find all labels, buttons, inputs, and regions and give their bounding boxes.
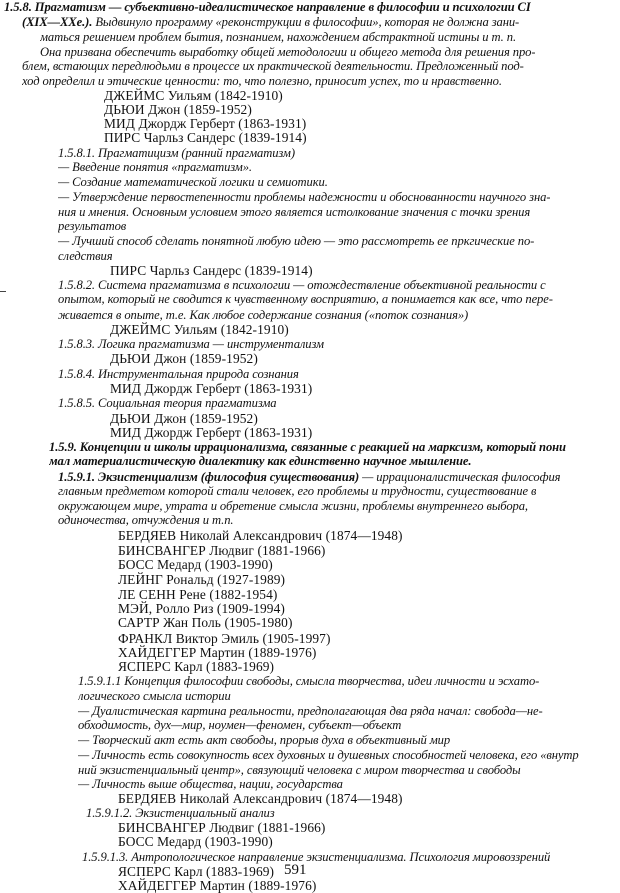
text-line (58, 278, 546, 293)
text-line (78, 718, 401, 733)
person-entry (118, 557, 273, 572)
text-line (58, 234, 534, 249)
person-entry (110, 411, 258, 426)
text-segment: одиночества, отчуждения и т.п. (58, 513, 234, 527)
person-name: ХАЙДЕГГЕР Мартин (1889-1976) (118, 878, 317, 893)
text-segment: — Создание математической логики и семиотики. (58, 175, 328, 189)
text-segment: маться решением проблем бытия, познанием, нахождением абстрактной истины и т. п. (40, 30, 517, 44)
text-line (58, 249, 112, 264)
text-line (78, 689, 231, 704)
page-number: 591 (284, 862, 307, 878)
text-segment: 1.5.8.4. Инструментальная природа сознания (58, 367, 299, 381)
text-segment: — Личность есть совокупность всех духовных и душевных способностей человека, его «внутр (78, 748, 579, 762)
text-line (58, 190, 550, 205)
person-entry (118, 820, 326, 835)
person-name: МЭЙ, Ролло Риз (1909-1994) (118, 601, 285, 616)
text-segment: результатов (58, 219, 127, 233)
person-name: ХАЙДЕГГЕР Мартин (1889-1976) (118, 645, 317, 660)
text-segment: ния и мнения. Основным условием этого является истолкование значения с точки зрения (58, 205, 531, 219)
person-entry (118, 631, 331, 646)
text-line (86, 806, 275, 821)
person-name: ЯСПЕРС Карл (1883-1969) (118, 659, 275, 674)
text-segment: Выдвинуло программу «реконструкции в философии», которая не должна зани- (92, 15, 520, 29)
person-entry (118, 528, 403, 543)
text-segment: 1.5.9. Концепции и школы иррационализма, связанные с реакцией на марксизм, который пони (49, 440, 566, 454)
text-line (58, 146, 295, 161)
text-line (58, 337, 324, 352)
person-name: ДЬЮИ Джон (1859-1952) (110, 411, 258, 426)
person-entry (118, 864, 274, 879)
text-segment: обходимость, дух—мир, ноумен—феномен, субъект—объект (78, 718, 402, 732)
text-segment: 1.5.9.1.2. Экзистенциальный анализ (86, 806, 275, 820)
person-entry (104, 116, 306, 131)
text-line (58, 470, 560, 485)
person-entry (118, 572, 285, 587)
person-name: САРТР Жан Поль (1905-1980) (118, 615, 293, 630)
text-segment: 1.5.9.1.1 Концепция философии свободы, смысла творчества, идеи личности и эсхато- (78, 674, 540, 688)
person-entry (110, 322, 289, 337)
text-segment: — Введение понятия «прагматизм». (58, 160, 252, 174)
text-line (22, 15, 519, 30)
person-name: МИД Джордж Герберт (1863-1931) (110, 425, 313, 440)
text-segment: 1.5.8.5. Социальная теория прагматизма (58, 396, 277, 410)
person-name: БОСС Медард (1903-1990) (118, 834, 273, 849)
text-segment: — Творческий акт есть акт свободы, прорыв духа в объективный мир (78, 733, 451, 747)
text-line (58, 219, 126, 234)
person-name: ДЖЕЙМС Уильям (1842-1910) (110, 322, 289, 337)
text-segment: логического смысла истории (78, 689, 231, 703)
text-line (58, 160, 252, 175)
text-line (58, 499, 528, 514)
text-segment: — Дуалистическая картина реальности, предполагающая два ряда начал: свобода—не- (78, 704, 543, 718)
person-entry (110, 381, 312, 396)
person-name: МИД Джордж Герберт (1863-1931) (104, 116, 307, 131)
text-segment: 1.5.9.1. Экзистенциализм (философия существования) (58, 470, 360, 484)
person-name: БИНСВАНГЕР Людвиг (1881-1966) (118, 543, 326, 558)
text-segment: главным предметом которой стали человек, его проблемы и трудности, существование в (58, 484, 537, 498)
person-entry (118, 791, 403, 806)
text-line (82, 850, 550, 865)
text-line (58, 396, 276, 411)
text-segment: живается в опыте, т.е. Как любое содержание сознания («поток сознания») (58, 308, 469, 322)
text-line (49, 454, 471, 469)
person-entry (104, 130, 307, 145)
text-segment: следствия (58, 249, 113, 263)
person-entry (118, 645, 316, 660)
person-name: ПИРС Чарльз Сандерс (1839-1914) (104, 130, 307, 145)
text-segment: Она призвана обеспечить выработку общей методологии и общего метода для решения про- (40, 45, 536, 59)
person-entry (104, 88, 283, 103)
person-name: ЯСПЕРС Карл (1883-1969) (118, 864, 275, 879)
text-segment: — иррационалистическая философия (359, 470, 561, 484)
text-line (78, 733, 450, 748)
text-line (40, 30, 516, 45)
person-entry (118, 659, 274, 674)
person-entry (118, 615, 293, 630)
margin-mark (0, 291, 6, 292)
text-segment: 1.5.9.1.3. Антропологическое направление экзистенциализма. Психология мировоззрений (82, 850, 551, 864)
person-entry (110, 425, 312, 440)
person-entry (110, 351, 258, 366)
text-segment: 1.5.8. Прагматизм — субъективно-идеалистическое направление в философии и психологии СI (4, 0, 531, 14)
person-name: ЛЕ СЕНН Рене (1882-1954) (118, 587, 278, 602)
person-name: БИНСВАНГЕР Людвиг (1881-1966) (118, 820, 326, 835)
text-line (58, 513, 233, 528)
person-name: ДЬЮИ Джон (1859-1952) (104, 102, 252, 117)
text-segment: 1.5.8.2. Система прагматизма в психологии — отождествление объективной реальности с (58, 278, 546, 292)
text-line (49, 440, 566, 455)
text-line (78, 704, 543, 719)
person-entry (118, 834, 273, 849)
text-segment: мал материалистическую диалектику как единственно научное мышление. (49, 454, 472, 468)
person-name: МИД Джордж Герберт (1863-1931) (110, 381, 313, 396)
text-line (78, 748, 579, 763)
person-name: ФРАНКЛ Виктор Эмиль (1905-1997) (118, 631, 331, 646)
text-line (78, 777, 343, 792)
person-entry (118, 587, 277, 602)
text-segment: блем, встающих передлюдьми в процессе их практической деятельности. Предложенный под- (22, 59, 524, 73)
text-line (58, 484, 536, 499)
person-entry (118, 543, 326, 558)
text-segment: ход определил и этические ценности: то, что полезно, приносит успех, то и нравственно. (22, 74, 502, 88)
text-line (22, 74, 502, 89)
person-entry (110, 263, 313, 278)
text-line (40, 45, 535, 60)
person-name: ДЖЕЙМС Уильям (1842-1910) (104, 88, 283, 103)
text-segment: 1.5.8.3. Логика прагматизма — инструментализм (58, 337, 324, 351)
text-line (58, 292, 553, 307)
person-entry (118, 601, 285, 616)
person-name: ЛЕЙНГ Рональд (1927-1989) (118, 572, 286, 587)
text-line (78, 763, 521, 778)
text-line (4, 0, 531, 15)
person-name: БОСС Медард (1903-1990) (118, 557, 273, 572)
text-segment: опытом, который не сводится к чувственному восприятию, а понимается как все, что пере- (58, 292, 553, 306)
text-line (78, 674, 539, 689)
text-segment: ний экзистенциальный центр», связующий человека с миром творчества и свободы (78, 763, 521, 777)
text-line (22, 59, 524, 74)
text-line (58, 367, 299, 382)
text-line (58, 175, 328, 190)
text-line (58, 308, 468, 323)
text-segment: окружающем мире, утрата и обретение смысла жизни, проблемы внутреннего выбора, (58, 499, 528, 513)
person-name: БЕРДЯЕВ Николай Александрович (1874—1948) (118, 528, 403, 543)
text-segment: — Утверждение первостепенности проблемы надежности и обоснованности научного зна- (58, 190, 551, 204)
text-segment: (XIX—XXе.). (22, 15, 93, 29)
text-line (58, 205, 530, 220)
text-segment: — Лучший способ сделать понятной любую идею — это рассмотреть ее пркгические по- (58, 234, 535, 248)
person-name: ДЬЮИ Джон (1859-1952) (110, 351, 258, 366)
person-name: ПИРС Чарльз Сандерс (1839-1914) (110, 263, 313, 278)
person-entry (118, 878, 316, 893)
text-segment: — Личность выше общества, нации, государства (78, 777, 343, 791)
person-name: БЕРДЯЕВ Николай Александрович (1874—1948) (118, 791, 403, 806)
text-segment: 1.5.8.1. Прагматицизм (ранний прагматизм) (58, 146, 295, 160)
person-entry (104, 102, 252, 117)
